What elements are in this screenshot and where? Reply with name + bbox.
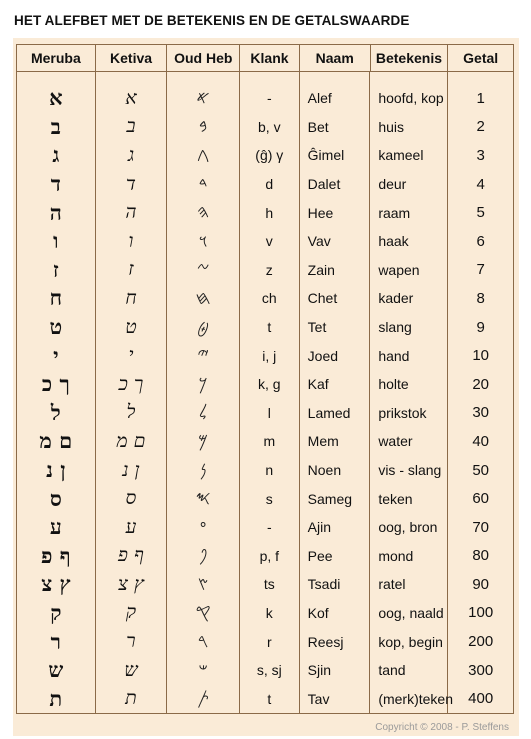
- klank-cell: ts: [263, 576, 275, 593]
- naam-cell: Tet: [307, 319, 327, 336]
- klank-cell: m: [263, 433, 276, 450]
- meruba-cell: ח: [49, 285, 63, 311]
- ketiva-cell: ל: [126, 401, 136, 424]
- klank-cell: h: [265, 204, 274, 221]
- ketiva-cell: ח: [125, 286, 137, 309]
- ketiva-cell: א: [125, 86, 137, 109]
- copyright-notice: Copyricht © 2008 - P. Steffens: [375, 722, 509, 733]
- naam-cell: Ĝimel: [307, 147, 345, 164]
- meruba-cell: ק: [50, 599, 62, 625]
- betekenis-cell: holte: [378, 376, 409, 393]
- getal-cell: 7: [476, 261, 485, 279]
- klank-cell: (ĝ) γ: [255, 147, 284, 164]
- meruba-cell: ס: [49, 485, 62, 511]
- page-title: HET ALEFBET MET DE BETEKENIS EN DE GETALSWAARDE: [14, 13, 410, 28]
- betekenis-cell: huis: [378, 118, 404, 135]
- oud-heb-cell: 𐤒: [195, 602, 211, 624]
- header-oud-heb: Oud Heb: [167, 45, 240, 71]
- ketiva-cell: ם מ: [116, 429, 146, 452]
- ketiva-cell: ץ צ: [118, 572, 144, 595]
- oud-heb-cell: 𐤕: [197, 688, 210, 710]
- meruba-cell: ד: [50, 171, 61, 197]
- naam-cell: Tsadi: [307, 576, 341, 593]
- oud-heb-cell: 𐤅: [198, 230, 208, 252]
- klank-cell: i, j: [262, 347, 277, 364]
- getal-cell: 3: [476, 146, 485, 164]
- meruba-cell: ה: [49, 199, 62, 225]
- naam-cell: Bet: [307, 118, 329, 135]
- getal-cell: 200: [468, 633, 494, 651]
- klank-cell: v: [265, 233, 273, 250]
- naam-cell: Sjin: [307, 662, 332, 679]
- getal-cell: 4: [476, 175, 485, 193]
- ketiva-cell: ר: [126, 630, 136, 653]
- getal-cell: 40: [472, 432, 489, 450]
- getal-cell: 5: [476, 204, 485, 222]
- meruba-cell: ע: [49, 514, 62, 540]
- meruba-cell: ב: [50, 113, 61, 139]
- header-ketiva: Ketiva: [96, 45, 168, 71]
- klank-cell: s: [265, 490, 273, 507]
- header-klank: Klank: [240, 45, 300, 71]
- table-body: [16, 72, 514, 714]
- naam-cell: Hee: [307, 204, 334, 221]
- ketiva-cell: ט: [125, 315, 137, 338]
- betekenis-cell: slang: [378, 319, 412, 336]
- oud-heb-cell: 𐤐: [198, 545, 208, 567]
- naam-cell: Noen: [307, 462, 342, 479]
- ketiva-cell: ף פ: [118, 544, 144, 567]
- getal-cell: 90: [472, 575, 489, 593]
- naam-cell: Zain: [307, 261, 335, 278]
- oud-heb-cell: 𐤎: [195, 488, 211, 510]
- getal-cell: 80: [472, 547, 489, 565]
- betekenis-cell: deur: [378, 176, 407, 193]
- naam-cell: Joed: [307, 347, 339, 364]
- betekenis-cell: kop, begin: [378, 633, 443, 650]
- ketiva-cell: ה: [125, 201, 137, 224]
- ketiva-cell: ש: [124, 658, 138, 681]
- column-ketiva: [96, 72, 168, 713]
- getal-cell: 2: [476, 118, 485, 136]
- ketiva-cell: ו: [128, 229, 134, 252]
- betekenis-cell: oog, bron: [378, 519, 438, 536]
- naam-cell: Alef: [307, 90, 332, 107]
- naam-cell: Tav: [307, 690, 330, 707]
- ketiva-cell: ס: [125, 487, 137, 510]
- getal-cell: 10: [472, 347, 489, 365]
- oud-heb-cell: 𐤏: [199, 516, 207, 538]
- klank-cell: l: [267, 404, 271, 421]
- header-meruba: Meruba: [17, 45, 96, 71]
- column-naam: [300, 72, 371, 713]
- betekenis-cell: raam: [378, 204, 411, 221]
- column-meruba: [17, 72, 96, 713]
- oud-heb-cell: 𐤔: [198, 659, 208, 681]
- klank-cell: b, v: [258, 118, 281, 135]
- getal-cell: 6: [476, 232, 485, 250]
- klank-cell: z: [265, 261, 273, 278]
- naam-cell: Pee: [307, 547, 333, 564]
- klank-cell: t: [267, 690, 272, 707]
- betekenis-cell: water: [378, 433, 413, 450]
- klank-cell: t: [267, 319, 272, 336]
- naam-cell: Reesj: [307, 633, 344, 650]
- column-klank: [240, 72, 300, 713]
- getal-cell: 100: [468, 604, 494, 622]
- ketiva-cell: ן נ: [122, 458, 140, 481]
- naam-cell: Chet: [307, 290, 338, 307]
- betekenis-cell: prikstok: [378, 404, 427, 421]
- klank-cell: -: [266, 519, 272, 536]
- meruba-cell: א: [49, 85, 63, 111]
- header-betekenis: Betekenis: [371, 45, 449, 71]
- betekenis-cell: mond: [378, 547, 414, 564]
- oud-heb-cell: 𐤑: [197, 573, 209, 595]
- getal-cell: 20: [472, 375, 489, 393]
- naam-cell: Ajin: [307, 519, 332, 536]
- meruba-cell: ג: [52, 142, 60, 168]
- ketiva-cell: ב: [126, 115, 136, 138]
- naam-cell: Vav: [307, 233, 331, 250]
- klank-cell: k, g: [258, 376, 281, 393]
- betekenis-cell: kameel: [378, 147, 424, 164]
- naam-cell: Dalet: [307, 176, 341, 193]
- meruba-cell: ף פ: [41, 542, 71, 568]
- ketiva-cell: ז: [128, 258, 134, 281]
- column-betekenis: [370, 72, 453, 713]
- meruba-cell: ן נ: [46, 457, 66, 483]
- getal-cell: 300: [468, 661, 494, 679]
- table-header: [16, 44, 514, 72]
- meruba-cell: ך כ: [41, 371, 70, 397]
- meruba-cell: ל: [50, 399, 61, 425]
- klank-cell: d: [265, 176, 274, 193]
- alefbet-table: [16, 44, 514, 714]
- oud-heb-cell: 𐤈: [197, 316, 210, 338]
- column-getal: [448, 72, 513, 713]
- oud-heb-cell: 𐤀: [196, 87, 210, 109]
- getal-cell: 70: [472, 518, 489, 536]
- klank-cell: k: [265, 604, 273, 621]
- naam-cell: Kof: [307, 604, 329, 621]
- naam-cell: Sameg: [307, 490, 353, 507]
- betekenis-cell: teken: [378, 490, 413, 507]
- klank-cell: p, f: [259, 547, 280, 564]
- meruba-cell: ט: [49, 314, 63, 340]
- oud-heb-cell: 𐤁: [198, 116, 208, 138]
- klank-cell: s, sj: [256, 662, 282, 679]
- betekenis-cell: vis - slang: [378, 462, 442, 479]
- oud-heb-cell: 𐤌: [198, 430, 209, 452]
- naam-cell: Kaf: [307, 376, 329, 393]
- getal-cell: 9: [476, 318, 485, 336]
- getal-cell: 50: [472, 461, 489, 479]
- betekenis-cell: haak: [378, 233, 409, 250]
- betekenis-cell: wapen: [378, 261, 420, 278]
- oud-heb-cell: 𐤇: [195, 287, 211, 309]
- betekenis-cell: hand: [378, 347, 410, 364]
- column-oud-heb: [167, 72, 240, 713]
- meruba-cell: ץ צ: [41, 571, 71, 597]
- alefbet-panel: [13, 38, 519, 736]
- betekenis-cell: kader: [378, 290, 414, 307]
- klank-cell: ch: [261, 290, 277, 307]
- ketiva-cell: ג: [127, 143, 135, 166]
- getal-cell: 400: [468, 690, 494, 708]
- header-naam: Naam: [300, 45, 371, 71]
- meruba-cell: י: [53, 342, 59, 368]
- meruba-cell: ו: [53, 228, 59, 254]
- meruba-cell: ז: [52, 256, 59, 282]
- getal-cell: 60: [472, 490, 489, 508]
- ketiva-cell: ך כ: [118, 372, 144, 395]
- betekenis-cell: tand: [378, 662, 406, 679]
- betekenis-cell: hoofd, kop: [378, 90, 444, 107]
- oud-heb-cell: 𐤓: [197, 631, 209, 653]
- ketiva-cell: ע: [125, 515, 137, 538]
- oud-heb-cell: 𐤋: [198, 402, 208, 424]
- meruba-cell: ת: [49, 685, 63, 711]
- oud-heb-cell: 𐤉: [197, 345, 209, 367]
- getal-cell: 30: [472, 404, 489, 422]
- ketiva-cell: י: [128, 344, 134, 367]
- oud-heb-cell: 𐤃: [198, 173, 208, 195]
- meruba-cell: ם מ: [39, 428, 73, 454]
- ketiva-cell: ק: [125, 601, 137, 624]
- meruba-cell: ר: [50, 628, 61, 654]
- klank-cell: -: [266, 90, 272, 107]
- betekenis-cell: oog, naald: [378, 604, 444, 621]
- getal-cell: 8: [476, 289, 485, 307]
- klank-cell: n: [265, 462, 274, 479]
- betekenis-cell: ratel: [378, 576, 406, 593]
- betekenis-cell: (merk)teken: [378, 690, 453, 707]
- oud-heb-cell: 𐤆: [196, 259, 210, 281]
- naam-cell: Lamed: [307, 404, 351, 421]
- meruba-cell: ש: [48, 657, 64, 683]
- oud-heb-cell: 𐤊: [198, 373, 208, 395]
- getal-cell: 1: [476, 89, 485, 107]
- klank-cell: r: [266, 633, 272, 650]
- header-getal: Getal: [463, 50, 499, 66]
- ketiva-cell: ד: [126, 172, 136, 195]
- oud-heb-cell: 𐤂: [196, 144, 210, 166]
- oud-heb-cell: 𐤍: [199, 459, 207, 481]
- ketiva-cell: ת: [125, 687, 137, 710]
- naam-cell: Mem: [307, 433, 339, 450]
- oud-heb-cell: 𐤄: [197, 202, 210, 224]
